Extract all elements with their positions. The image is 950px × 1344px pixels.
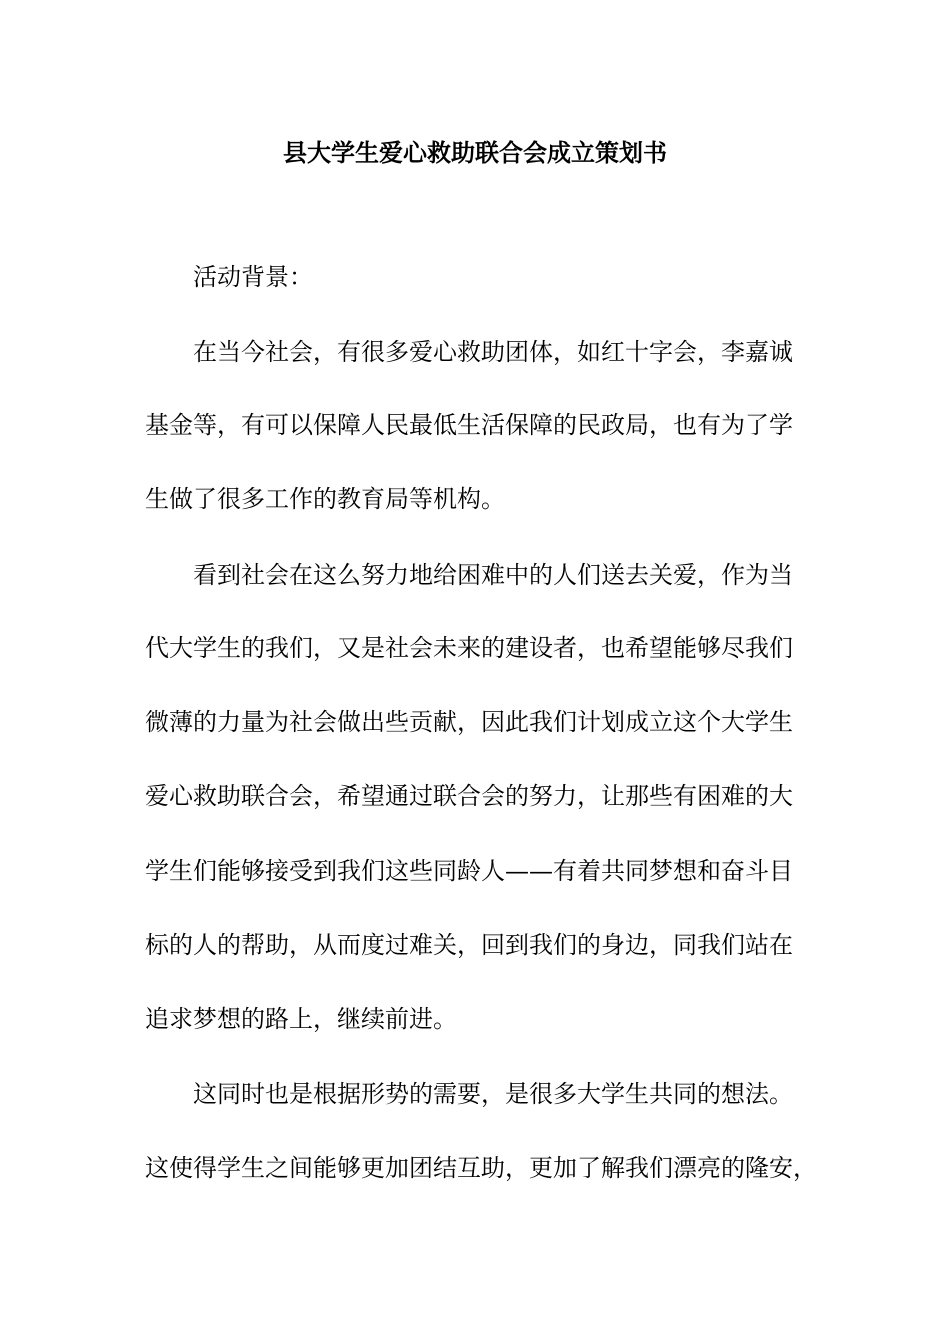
paragraph-2-line-2: 代大学生的我们，又是社会未来的建设者，也希望能够尽我们 <box>145 634 793 662</box>
paragraph-3-line-1: 这同时也是根据形势的需要，是很多大学生共同的想法。 <box>193 1080 793 1108</box>
paragraph-2-line-6: 标的人的帮助，从而度过难关，回到我们的身边，同我们站在 <box>145 931 793 959</box>
section-heading-background: 活动背景： <box>193 263 313 291</box>
paragraph-2-line-7: 追求梦想的路上，继续前进。 <box>145 1005 457 1033</box>
document-title: 县大学生爱心救助联合会成立策划书 <box>283 138 667 167</box>
paragraph-2-line-3: 微薄的力量为社会做出些贡献，因此我们计划成立这个大学生 <box>145 708 793 736</box>
paragraph-1-line-3: 生做了很多工作的教育局等机构。 <box>145 485 505 513</box>
paragraph-2-line-5: 学生们能够接受到我们这些同龄人——有着共同梦想和奋斗目 <box>145 857 793 885</box>
paragraph-1-line-1: 在当今社会，有很多爱心救助团体，如红十字会，李嘉诚 <box>193 338 793 366</box>
paragraph-2-line-4: 爱心救助联合会，希望通过联合会的努力，让那些有困难的大 <box>145 782 793 810</box>
paragraph-1-line-2: 基金等，有可以保障人民最低生活保障的民政局，也有为了学 <box>145 411 793 439</box>
paragraph-2-line-1: 看到社会在这么努力地给困难中的人们送去关爱，作为当 <box>193 561 793 589</box>
paragraph-3-line-2: 这使得学生之间能够更加团结互助，更加了解我们漂亮的隆安， <box>145 1154 817 1182</box>
